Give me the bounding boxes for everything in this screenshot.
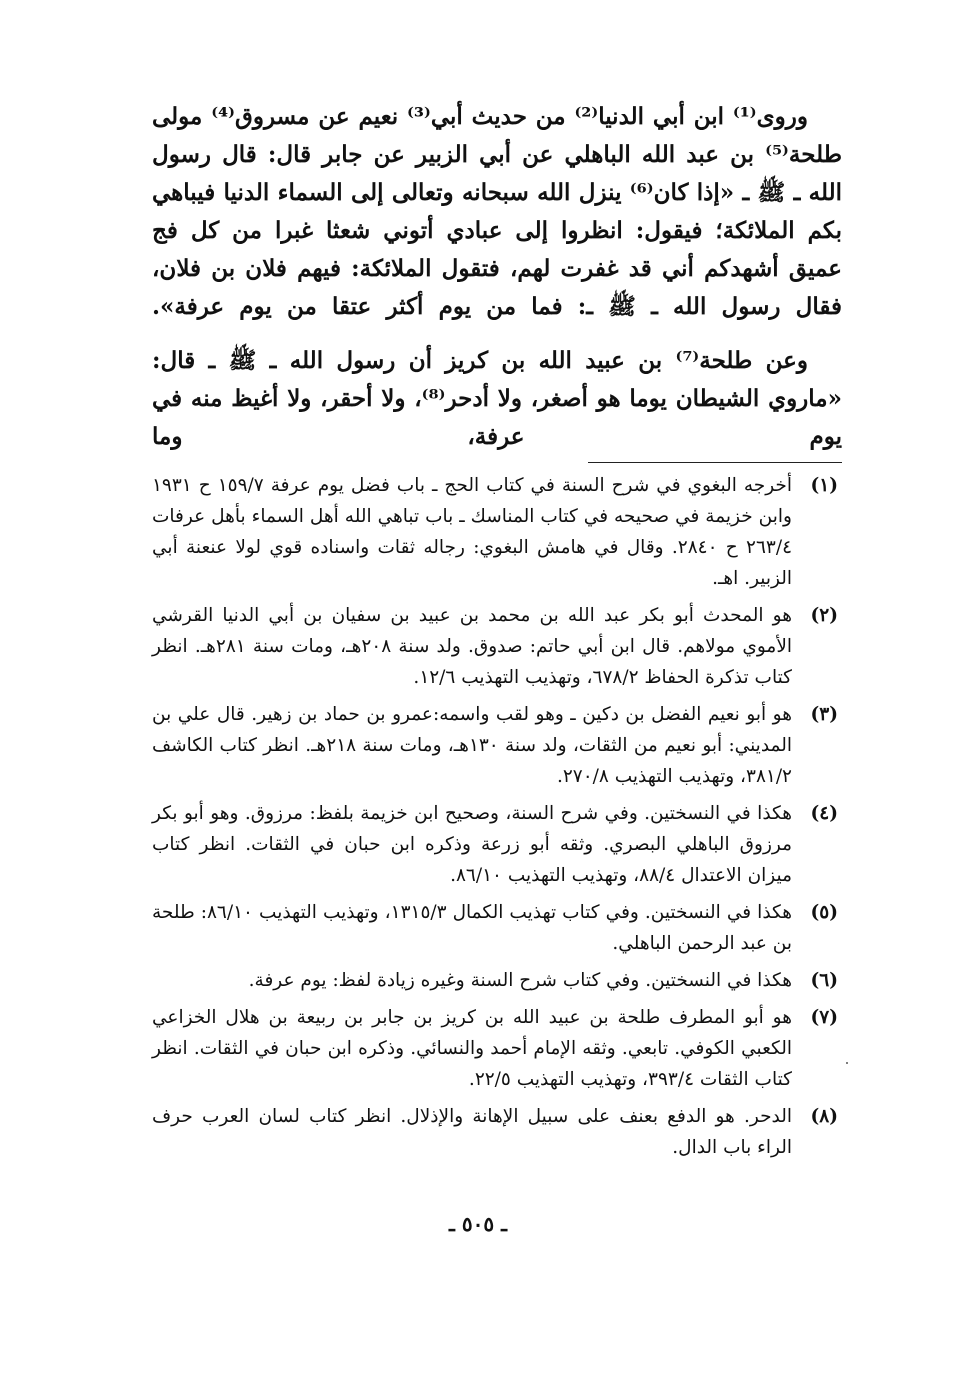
footnote-number: (٣) [810,704,838,725]
footnote-number: (٢) [810,605,838,626]
footnote-text: هو المحدث أبو بكر عبد الله بن محمد بن عبيد بن سفيان بن أبي الدنيا القرشي الأموي مولاهم. قال ابن أبي حاتم: صدوق. ولد سنة ٢٠٨هـ، ومات سنة ٢٨١هـ. انظر كتاب تذكرة الحفاظ ٦٧٨/٢، وتهذيب التهذيب ١٢/٦. [152,605,793,688]
footnote-text: أخرجه البغوي في شرح السنة في كتاب الحج ـ باب فضل يوم عرفة ١٥٩/٧ ح ١٩٣١ وابن خزيمة في صحيحه في كتاب المناسك ـ باب تباهي الله أهل السماء بأهل عرفات ٢٦٣/٤ ح ٢٨٤٠. وقال في هامش البغوي: رجاله ثقات واسناده قوي لولا عنعنة أبي الزبير. اهـ. [152,475,793,589]
footnote-number: (٦) [810,970,838,991]
footnote-8 [152,1101,842,1163]
footnote-number: (٤) [810,803,838,824]
footnote-3 [152,699,842,792]
footnote-5 [152,897,842,959]
footnote-number: (٧) [810,1007,838,1028]
footnote-text: هكذا في النسختين. وفي كتاب تهذيب الكمال ١٣١٥/٣، وتهذيب التهذيب ٨٦/١٠: طلحة بن عبد الرحمن الباهلي. [152,902,792,954]
footnote-1 [152,470,842,594]
footnote-text: الدحر. هو الدفع بعنف على سبيل الإهانة والإذلال. انظر كتاب لسان العرب حرف الراء باب الدال. [152,1106,792,1158]
footnotes [152,470,842,1169]
footnote-text: هو أبو المطرف طلحة بن عبيد الله بن كريز بن جابر بن ربيعة بن هلال الخزاعي الكعبي الكوفي. تابعي. وثقه الإمام أحمد والنسائي. وذكره ابن حبان في الثقات. انظر كتاب الثقات ٣٩٣/٤، وتهذيب التهذيب ٢٢/٥. [152,1007,792,1090]
page-number: ـ ٥٠٥ ـ [449,1212,507,1236]
main-paragraph: وعن طلحة⁽⁷⁾ بن عبيد الله بن كريز أن رسول الله ـ ﷺ ـ قال: «ماروي الشيطان يوما هو أصغر، ولا أدحر⁽⁸⁾، ولا أحقر، ولا أغيظ منه في يوم عرفة، وما [152,347,842,450]
footnote-number: (١) [810,475,838,496]
scan-speck [846,1062,848,1064]
footnote-2 [152,600,842,693]
footnote-text: هو أبو نعيم الفضل بن دكين ـ وهو لقب واسمه:عمرو بن حماد بن زهير. قال علي بن المديني: أبو نعيم من الثقات، ولد سنة ١٣٠هـ، ومات سنة ٢١٨هـ. انظر كتاب الكاشف ٣٨١/٢، وتهذيب التهذيب ٢٧٠/٨. [152,704,793,787]
main-paragraph: وروى⁽¹⁾ ابن أبي الدنيا⁽²⁾ من حديث أبي⁽³⁾ نعيم عن مسروق⁽⁴⁾ مولى طلحة⁽⁵⁾ بن عبد الله الباهلي عن أبي الزبير عن جابر قال: قال رسول الله ـ ﷺ ـ «إذا كان⁽⁶⁾ ينزل الله سبحانه وتعالى إلى السماء الدنيا فيباهي بكم الملائكة؛ فيقول: انظروا إلى عبادي أتوني شعثا غبرا من كل فج عميق أشهدكم أني قد غفرت لهم، فتقول الملائكة: فيهم فلان بن فلان، فقال رسول الله ـ ﷺ ـ: فما من يوم أكثر عتقا من يوم عرفة». [152,103,842,320]
footnote-6 [152,965,842,996]
footnote-text: هكذا في النسختين. وفي كتاب شرح السنة وغيره زيادة لفظ: يوم عرفة. [248,970,792,991]
footnote-7 [152,1002,842,1095]
footnote-number: (٨) [810,1106,838,1127]
footnote-text: هكذا في النسختين. وفي شرح السنة، وصحيح ابن خزيمة بلفظ: مرزوق. وهو أبو بكر مرزوق الباهلي البصري. وثقه أبو زرعة وذكره ابن حبان في الثقات. انظر كتاب ميزان الاعتدال ٨٨/٤، وتهذيب التهذيب ٨٦/١٠. [152,803,792,886]
main-text [152,98,842,456]
footnote-number: (٥) [810,902,838,923]
footnote-4 [152,798,842,891]
footnote-separator [588,462,842,463]
